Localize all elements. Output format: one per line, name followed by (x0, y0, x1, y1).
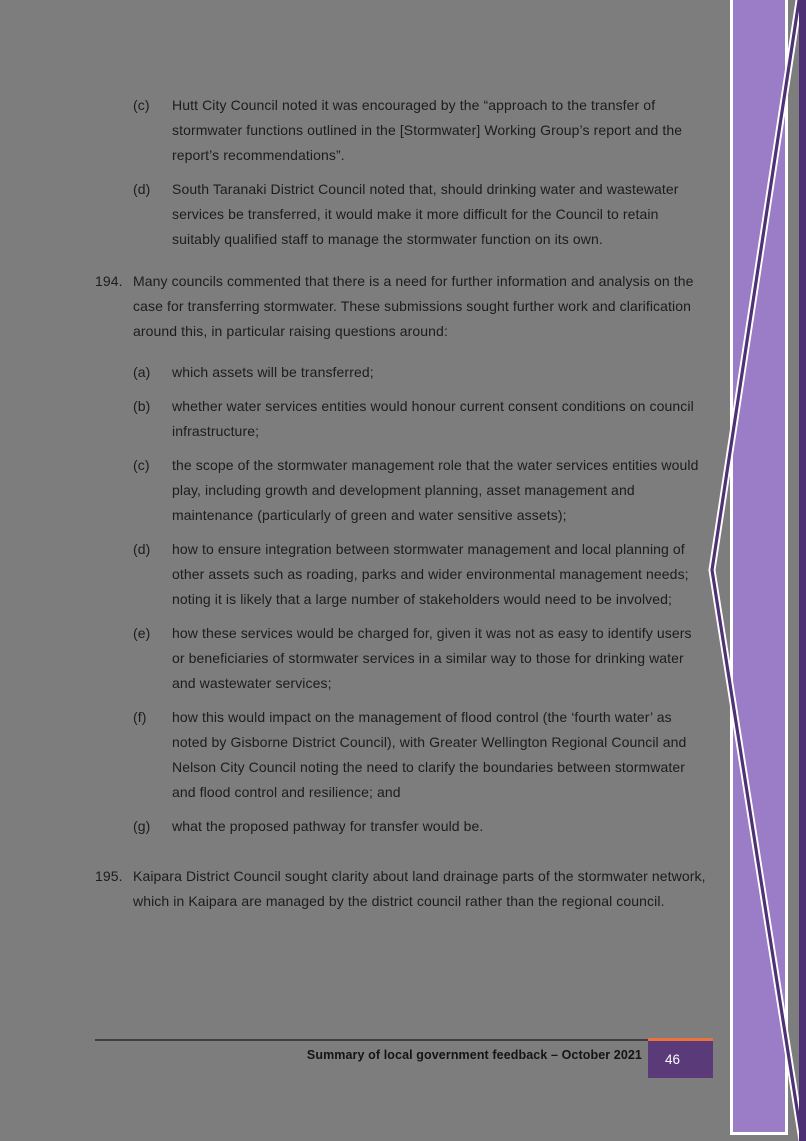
list-item-label: (c) (133, 97, 150, 113)
list-item-text: South Taranaki District Council noted that, should drinking water and wastewater services be transferred, it would make it more difficult for the Council to retain suitably qualified staff to manage the stormwater function on its own. (172, 181, 679, 247)
list-item-text: whether water services entities would honour current consent conditions on council infrastructure; (172, 398, 694, 439)
lettered-list-top (95, 93, 707, 252)
list-item-label: (a) (133, 364, 151, 380)
lettered-list-194 (133, 360, 707, 839)
list-item-text: how to ensure integration between stormwater management and local planning of other assets such as roading, parks and wider environmental management needs; noting it is likely that a large number of stakeholders would need to be involved; (172, 541, 689, 607)
list-item-b (133, 394, 707, 444)
paragraph-195 (95, 864, 707, 930)
list-item-c (133, 93, 707, 168)
list-item-label: (c) (133, 457, 150, 473)
footer-rule (95, 1039, 648, 1041)
paragraph-number: 194. (95, 273, 123, 289)
paragraph-body (133, 269, 707, 848)
footer-text: Summary of local government feedback – October 2021 (306, 1048, 642, 1062)
list-item-d (133, 177, 707, 252)
list-item-label: (e) (133, 625, 151, 641)
list-item-text: how this would impact on the management of flood control (the ‘fourth water’ as noted by Gisborne District Council), with Greater Wellington Regional Council and Nelson City Council noting the need to clarify the boundaries between stormwater and flood control and resilience; and (172, 709, 687, 800)
list-item-label: (d) (133, 181, 151, 197)
paragraph-194 (95, 269, 707, 848)
list-item-f (133, 705, 707, 805)
page-number-badge: 46 (648, 1038, 713, 1078)
list-item-d (133, 537, 707, 612)
list-item-text: which assets will be transferred; (172, 364, 374, 380)
list-item-text: what the proposed pathway for transfer would be. (172, 818, 484, 834)
list-item-label: (f) (133, 709, 147, 725)
paragraph-number: 195. (95, 868, 123, 884)
list-item-e (133, 621, 707, 696)
paragraph-text: Kaipara District Council sought clarity about land drainage parts of the stormwater network, which in Kaipara are managed by the district council rather than the regional council. (133, 868, 706, 909)
list-item-label: (d) (133, 541, 151, 557)
list-item-text: the scope of the stormwater management role that the water services entities would play, including growth and development planning, asset management and maintenance (particularly of green and water sensitive assets); (172, 457, 699, 523)
paragraph-text: Many councils commented that there is a need for further information and analysis on the case for transferring stormwater. These submissions sought further work and clarification around this, in particular raising questions around: (133, 273, 694, 339)
page-content (95, 93, 707, 946)
paragraph-body (133, 864, 707, 930)
list-item-label: (g) (133, 818, 151, 834)
list-item-g (133, 814, 707, 839)
list-item-label: (b) (133, 398, 151, 414)
edge-bar (799, 0, 806, 1141)
list-item-text: how these services would be charged for, given it was not as easy to identify users or beneficiaries of stormwater services in a similar way to those for drinking water and wastewater services; (172, 625, 692, 691)
list-item-a (133, 360, 707, 385)
list-item-text: Hutt City Council noted it was encouraged by the “approach to the transfer of stormwater functions outlined in the [Stormwater] Working Group’s report and the report’s recommendations”. (172, 97, 683, 163)
list-item-c (133, 453, 707, 528)
